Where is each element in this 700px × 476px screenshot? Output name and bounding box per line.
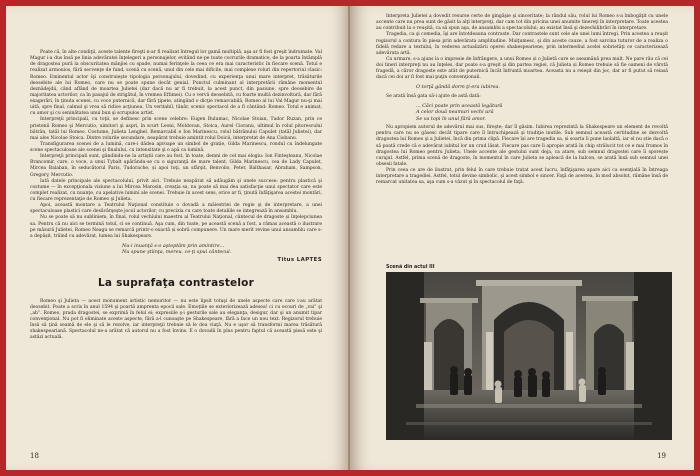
paragraph: Nu se poate să nu subliniem, în final, rolul vechiului maestru al Teatrului Naţional, cântecul de dragoste și înţelepciunea sa. Pentru că nu aici se termină totul, ci se continuă. Aşa cum, din toate, pe această scenă a fost, a rămas această o ilustrare pe măsură Julietei, Romeo Neagu se remarcă printr-o exactă și sobră compunere. Un mare merit revine unui ansamblu care s-a depășit, trăind cu adevărat, lumea lui Shakespeare. (30, 215, 322, 239)
left-column (30, 50, 322, 342)
paragraph: Romeo şi Julieta — acest monument artistic nemuritor — nu este lipsit totuşi de unele aspecte care care i-au arătat deosebit. Poate a scris în anul 1594 şi poartă amprenta epocii sale. Emoţiile se exteriorizează adesea! ci cu ecouri de „vai” şi „ah”. Romeo, prada dragostei, se exprimă în felul ei; expresiile ş-i gesturile sale au eleganţa, desigur, dar şi un anumit tipar convenţional. Nu pot fi eliminate aceste aspecte, fără a-l cunoaşte pe Shakespeare, fără a face un nou text. Regizorul trebuie însă să ţină seamă de ele şi să le rezolve, iar interpreţii trebuie să le dea viaţă. Nu e uşor să transformi marea trăsătură shakespeariană. Spectacolul ne-a arătat că autorul nu a fost învins. E o dovadă în plus pentru faptul că această piesă este şi astăzi actuală. (30, 298, 322, 341)
epigraph-line: Nu spune ştiinţa, mereu, ce-ţi spui cântecul. (122, 249, 232, 256)
paragraph: Prin ceea ce are de ilustrat, prin felul în care trebuie tratat acest lucru, înfăţişarea apare aici ca esenţială în întreaga interpretare a tragediei. Astfel, totul devine simbolic, şi acest simbol e sincer. Faţă de acestea, în mod absolut, rămâne însă de remarcat unitatea sa, aşa cum s-a văzut şi în spectacolul de faţă. (376, 168, 668, 186)
open-book (6, 6, 694, 470)
paragraph: Nu apropiem autorul de adevărul mai sus, fireşte; dar îl găsim. Iubirea reprezintă la Shakespeare un element de revoltă pentru care nu se găsesc decât tipare care îl întruchipează şi tradiţie inutile. Sub semnul această certitudine se dezvoltă dragostea lui Romeo şi a Julietei, încă din prima clipă. Fiecare își are tragedia sa, și soarta îi pune laolaltă, iar el nu știe dacă o să poată crede că e adevărat iubitul lor un crud lăsat. Fiecare pas care îi apropie arată în chip strălucit tot ce e mai frumos în dragostea lui Romeo pentru Julieta. Unele accente ale gestului sunt deja, ca atare, sub semnul dragostei care îi sporește curajul. Astfel, prima scenă de dragoste, în momentul în care Julieta se apleacă de la balcon, se arată însă sub semnul unei obsesii fatale. (376, 125, 668, 167)
page-number: 19 (657, 452, 666, 460)
right-column (376, 14, 668, 186)
paragraph: Interpreţii principali sunt, gândindu-ne la artiştii care au fost, în toate, demni de cel mai elogiu: Ion Finteşteanu, Nicolae Brancomir, care, o voce, a unui Tybalt apărându-se cu o siguranţă de mare talent, Gilda Marinescu, cea de Lady Capulet, Mircea Balaban, în seducătorul Paris, Tudorache, și apoi toţi, un sfârşit, Benvolio, Peter, Balthasar, Abraham, Sampson, Gregory, Mercutio. (30, 154, 322, 178)
paragraph: Interpreţii principali, cu toţii, se definesc prin scene celebre: Eugen Bulumac, Nicolae Stoian, Tudor Ruzan, prin ce prietenii Romeo şi Mercutio, uimitori şi aspri, în scurt Leoni, Moldovan, Stoica, Aurel Cioranu, ultimul în rolul pitorescului bătrân, tatăl lui Romeo. Costume, Julieta Lenghel. Remarcabil e Ion Marinescu, rolul bătrânului Capulet (tatăl Julietei), dar mai ales Nicolae Stoica. Dintre rolurile secundare, neapărat trebuie amintit rolul Doicii, interpretat de Ana Ciobanu. (30, 117, 322, 141)
left-page (6, 6, 350, 470)
verse-line: A celor două neamuri vechi ură (416, 109, 494, 116)
right-page (350, 6, 694, 470)
epigraph (122, 243, 322, 256)
scene-photo-figure (386, 265, 672, 440)
paragraph: Apoi, această montare a Teatrului Naţional constituie o dovadă a măiestriei de regie şi de interpretare, a unei spectaculoase plastici care desăvârşeşte jocul actorilor, cu precizia cu care toate detaliile se integrează în ansamblu. (30, 203, 322, 215)
paragraph: Poate că, în alte condiţii, aceste talente fireşti n-ar fi realizat întregul lor gamă multiplă, aşa ar fi fost greşit îndrumate. Val Magur i-a dus însă pe linia adevăratei înţelegeri a personajelor, evitând ne-pe toate cocrurile dramatice, de la poarta întâmplă de dragostea pură la obscuritatea mânjiei cu spade, numai ferinţele la ceea ce era mai caracteristic în fiecare scenă. Totul e realizat armonios, fără secvenţe de fund, scenă cu scenă, unul din cele mai dificile, mai complexe roluri din repertoriul clasic: Romeo. Eminentul actor îşi construieşte tipologia personajului, dovedind, cu experienţa unui mare interpret, trăsăturile deosebite ale lui Romeo, care nu se poate spune decât genial. Punctul culminant al interpretării rămâne momentul deznădejdii, când aflând de moartea Julietei (dar dacă nu ar fi trebuit, la acest punct, din pasiune, spre deosebire de majoritatea actorilor, ca în pasajul de strigătul, în vremea Eftimei). Cu o vervă deosebită, cu foarte multă dezinvoltură, dar fără exagerări, în ţinuta scenei, cu voce puternică, dar fără ţipete, atingând o dicţie remarcabilă, Romeo al lui Val Magur nu-şi mai uită, spre final, calmul şi vrea să ridice acţiunea. Un veritabil, tânăr, scenic spectacol de a fi cântând: Romeo. Totul e animat, cu amor şi cu seninătatea unui bun şi scrupulos artist. (30, 50, 322, 117)
verse-line: ... Căci poate prin această legătură (416, 102, 503, 109)
verse-line: O torţă gândă dorm ţi-era iubirea. (416, 84, 500, 91)
scene-photo (386, 272, 672, 440)
author-signature: Titus LAPTES (277, 256, 322, 263)
figure-caption: Scenă din actul III (386, 265, 435, 270)
epigraph-line: Nu-i inuanţă s-o aşteptăm prin amintire... (122, 242, 225, 249)
paragraph: Tragedia, ca şi comedia, îşi are întotdeauna contraste. Dar contrastele sunt cele ale unei lumi întregi. Prin acestea a reuşit regizorul a contura în piesa prin adevărata amplitudine. Mulţumesc, şi din aceste cauze, a fost sarcina tuturor de a realiza o fidelă redare a textului, în vederea actualizării operei shakespeariene, prin intermediul acelei sobrietăţi ce caracterizează adevărata artă. (376, 32, 668, 56)
paragraph: Interpreta Julietei a dovedit resurse certe de gingăşie şi sinceritate; la rândul său, rolul lui Romeo s-a îmbogăţit cu unele accente care nu prea sunt de găsit la alţi interpreţi, dar cam tot din pricina unei anumite tinereţi în interpretare. Toate acestea au contribuit la o reuşită, ca să spun aşa, de ansamblu a spectacolului; au existat însă şi dezechilibrări în interpretare. (376, 14, 668, 32)
quoted-verse (416, 84, 668, 90)
page-number: 18 (30, 452, 39, 460)
verse-line: Se va topi în unul fără amor. (416, 115, 486, 122)
quoted-verse (416, 103, 668, 122)
paragraph: Transfigurarea scenei de a lumină, care-i dădea aproape un simbol de grație, Gilda Marinescu, rondul cu îndelungate scene spectaculoase ale scenei şi finalului, cu intensitate şi o apă ca lumină. (30, 141, 322, 153)
section-heading: La suprafaţa contrastelor (98, 276, 254, 289)
stage-scene-image (386, 272, 672, 440)
paragraph: Ca urmare, s-a ajuns la o impresie de înfrângere, a unui Romeo și o Julietă care se aseamănă prea mult. Ne pare rău că cei doi tineri interpreţi nu au înţeles, dar poate s-a greşit şi din partea regiei, că Julieta și Romeo trebuie să fie oameni de vârstă fragedă, a căror dragoste este atât de puternică încât înfruntă moartea. Aceasta nu a reieşit din joc, dar ar fi putut să reiasă dacă cei doi ar fi fost mai puţin convenţionali. (376, 56, 668, 81)
paragraph: Iată datele principale ale spectacolului, privit aici. Trebuie neapărat să adăugăm şi unele succese: pentru plastică şi costume — în excepţionala viziune a lui Mircea Marosin, creaţia sa, nu poate să mai dea satisfacţie unui spectator care este complet realizat, cu nuanţe, cu apelative lumini ale scenei. Trebuie în acest sens, orice ar fi, ţinută înfăţişarea acestei montări, cu fiecare reprezentaţie de Romeo şi Julieta. (30, 178, 322, 202)
quote-lead: Se arată însă gata să-i ajute de astă dată: (386, 93, 481, 99)
